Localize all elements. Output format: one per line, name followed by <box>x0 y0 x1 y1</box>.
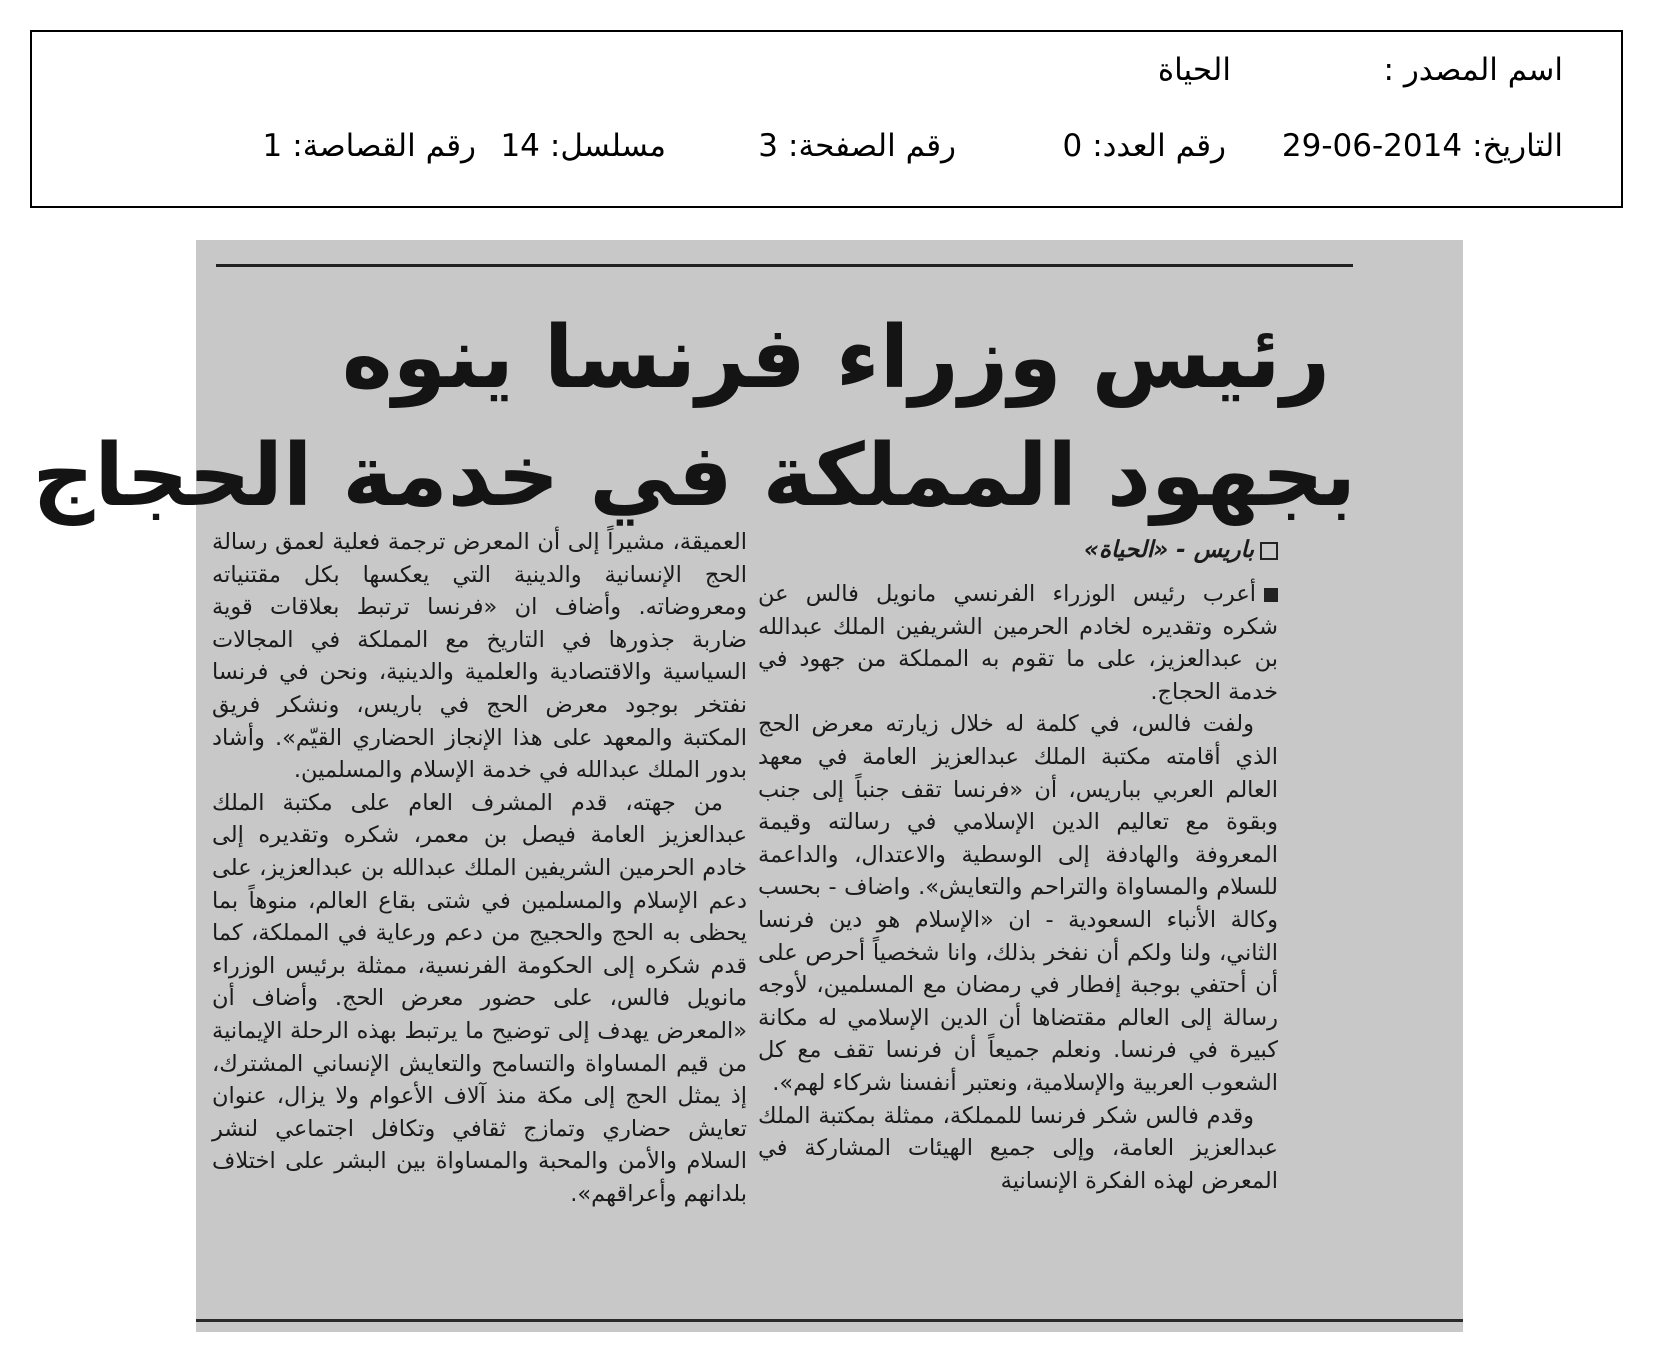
paragraph: ولفت فالس، في كلمة له خلال زيارته معرض الحج الذي أقامته مكتبة الملك عبدالعزيز العامة في معهد العالم العربي بباريس، أن «فرنسا تقف جنباً إلى جنب وبقوة مع تعاليم الدين الإسلامي في رسالته وقيمة المعروفة والهادفة إلى الوسطية والاعتدال، والداعمة للسلام والمساواة والتراحم والتعايش». واضاف - بحسب وكالة الأنباء السعودية - ان «الإسلام هو دين فرنسا الثاني، ولنا ولكم أن نفخر بذلك، وانا شخصياً أحرص على أن أحتفي بوجبة إفطار في رمضان مع المسلمين، لأوجه رسالة إلى العالم مقتضاها أن الدين الإسلامي له مكانة كبيرة في فرنسا. ونعلم جميعاً أن فرنسا تقف مع كل الشعوب العربية والإسلامية، ونعتبر أنفسنا شركاء لهم». <box>758 711 1278 1096</box>
serial-label: مسلسل: <box>549 128 666 164</box>
paragraph: من جهته، قدم المشرف العام على مكتبة الملك عبدالعزيز العامة فيصل بن معمر، شكره وتقديره إلى خادم الحرمين الشريفين الملك عبدالله بن عبدالعزيز، على دعم الإسلام والمسلمين في شتى بقاع العالم، منوهاً بما يحظى به الحج والحجيج من دعم ورعاية في المملكة، كما قدم شكره إلى الحكومة الفرنسية، ممثلة برئيس الوزراء مانويل فالس، على حضور معرض الحج. وأضاف أن «المعرض يهدف إلى توضيح ما يرتبط بهذه الرحلة الإيمانية من قيم المساواة والتسامح والتعايش الإنساني المشترك، إذ يمثل الحج إلى مكة منذ آلاف الأعوام ولا يزال، عنوان تعايش حضاري وتمازج ثقافي وتكافل اجتماعي لنشر السلام والأمن والمحبة والمساواة بين البشر على اختلاف بلدانهم وأعراقهم». <box>212 789 747 1207</box>
date-field <box>1282 128 1563 164</box>
details-row <box>32 128 1621 172</box>
source-row <box>32 52 1621 96</box>
date-label: التاريخ: <box>1472 128 1563 164</box>
paragraph: وقدم فالس شكر فرنسا للمملكة، ممثلة بمكتبة الملك عبدالعزيز العامة، وإلى جميع الهيئات المشاركة في المعرض لهذه الفكرة الإنسانية <box>758 1102 1278 1194</box>
paragraph-text: أعرب رئيس الوزراء الفرنسي مانويل فالس عن شكره وتقديره لخادم الحرمين الشريفين الملك عبدالله بن عبدالعزيز، على ما تقوم به المملكة من جهود في خدمة الحجاج. <box>758 581 1278 705</box>
page-label: رقم الصفحة: <box>788 128 956 164</box>
clipping-metadata-box <box>30 30 1623 208</box>
clip-value: 1 <box>262 128 283 164</box>
article-column-right <box>758 530 1278 1197</box>
serial-field <box>500 128 666 164</box>
lead-marker-icon <box>1264 588 1278 602</box>
issue-value: 0 <box>1062 128 1083 164</box>
source-label: اسم المصدر : <box>1383 52 1563 88</box>
paragraph <box>758 578 1278 708</box>
issue-label: رقم العدد: <box>1092 128 1226 164</box>
headline-line-1: رئيس وزراء فرنسا ينوه <box>341 308 1331 408</box>
dateline-text: باريس - «الحياة» <box>1084 537 1254 563</box>
page-field <box>758 128 956 164</box>
page-value: 3 <box>758 128 779 164</box>
bottom-rule <box>196 1319 1463 1322</box>
square-bullet-icon <box>1260 542 1278 560</box>
source-value: الحياة <box>1157 52 1231 88</box>
clip-label: رقم القصاصة: <box>292 128 476 164</box>
article-column-left <box>212 526 747 1210</box>
paragraph: العميقة، مشيراً إلى أن المعرض ترجمة فعلية لعمق رسالة الحج الإنسانية والدينية التي يعكسها بكل مقتنياته ومعروضاته. وأضاف ان «فرنسا ترتبط بعلاقات قوية ضاربة جذورها في التاريخ مع المملكة في المجالات السياسية والاقتصادية والعلمية والدينية، ونحن في فرنسا نفتخر بوجود معرض الحج في باريس، ونشكر فريق المكتبة والمعهد على هذا الإنجاز الحضاري القيّم». وأشاد بدور الملك عبدالله في خدمة الإسلام والمسلمين. <box>212 529 747 784</box>
newspaper-clipping <box>32 240 1463 1332</box>
date-value: 2014-06-29 <box>1281 128 1463 164</box>
serial-value: 14 <box>500 128 540 164</box>
issue-field <box>1062 128 1226 164</box>
clip-field <box>263 128 476 164</box>
dateline <box>758 530 1278 570</box>
headline-line-2: بجهود المملكة في خدمة الحجاج <box>32 426 1356 526</box>
top-rule <box>216 264 1353 267</box>
